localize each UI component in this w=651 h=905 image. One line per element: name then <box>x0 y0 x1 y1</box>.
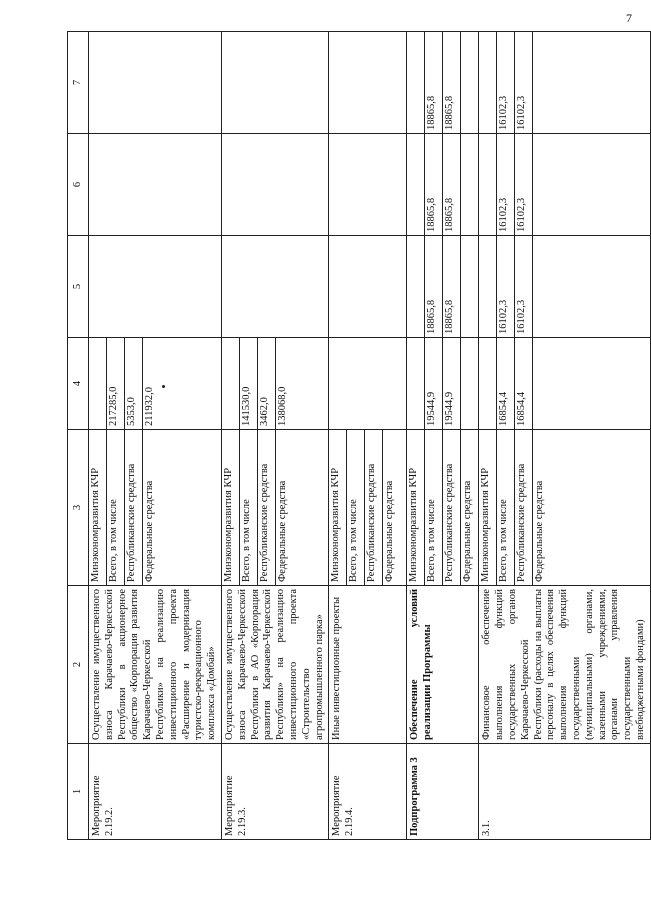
table-row <box>329 32 407 840</box>
col-header: 6 <box>68 134 89 236</box>
source-label: Федеральные средства <box>534 480 546 582</box>
values-col4 <box>89 338 221 429</box>
value-cell: 18865,8 <box>443 236 461 337</box>
value-cell <box>461 338 478 429</box>
source-label: Республиканские средства <box>443 430 461 585</box>
values-col6 <box>407 134 478 235</box>
source-label: Минэкономразвития КЧР <box>89 430 107 585</box>
row-code: 3.1. <box>479 744 650 840</box>
row-description: Осуществление имущественного взноса Карачаево-Черкесской Республики в АО «Корпорация развития Карачаево-Черкесской Республики» на реализацию инвестиционного проекта «Строительство агропромышленного парка» <box>221 586 328 744</box>
values-col4 <box>407 338 478 429</box>
value-cell: 141530,0 <box>240 338 258 429</box>
source-label: Всего, в том числе <box>240 430 258 585</box>
value-cell <box>533 338 649 429</box>
value-cell <box>479 134 497 235</box>
source-label: Федеральные средства <box>144 480 155 582</box>
row-description: Иные инвестиционные проекты <box>329 586 407 744</box>
row-code: Мероприятие 2.19.3. <box>221 744 328 840</box>
col-header: 2 <box>68 586 89 744</box>
values-col5 <box>479 236 649 337</box>
source-label: Республиканские средства <box>258 430 276 585</box>
value-cell: 18865,8 <box>443 32 461 133</box>
funding-sources <box>222 430 328 585</box>
source-label: Всего, в том числе <box>425 430 443 585</box>
row-code: Мероприятие 2.19.2. <box>89 744 222 840</box>
value-cell <box>461 134 478 235</box>
col-header: 7 <box>68 32 89 134</box>
funding-sources <box>89 430 221 585</box>
value-cell <box>479 338 497 429</box>
value-cell <box>479 32 497 133</box>
value-cell: 138068,0 <box>276 386 288 426</box>
source-label: Всего, в том числе <box>347 430 365 585</box>
col-header: 1 <box>68 744 89 840</box>
value-cell <box>89 338 107 429</box>
value-cell: 16102,3 <box>497 134 515 235</box>
col-header: 5 <box>68 236 89 338</box>
source-label: Минэкономразвития КЧР <box>222 430 240 585</box>
value-cell <box>89 32 222 134</box>
value-cell: 16102,3 <box>497 32 515 133</box>
source-label: Минэкономразвития КЧР <box>479 430 497 585</box>
value-cell <box>329 134 407 236</box>
funding-sources <box>407 430 478 585</box>
source-label: Федеральные средства <box>462 480 474 582</box>
value-cell: 16102,3 <box>515 32 533 133</box>
value-cell: 16854,4 <box>497 338 515 429</box>
row-code: Мероприятие 2.19.4. <box>329 744 407 840</box>
source-label: Федеральные средства <box>384 480 396 582</box>
values-col7 <box>407 32 478 133</box>
value-cell <box>222 338 240 429</box>
col-header: 4 <box>68 338 89 430</box>
rotated-table-container <box>67 32 646 840</box>
header-row <box>68 32 89 840</box>
source-label: Всего, в том числе <box>497 430 515 585</box>
value-cell <box>407 338 425 429</box>
values-col4 <box>222 338 328 429</box>
value-cell: 18865,8 <box>425 134 443 235</box>
value-cell: 211932,0 <box>144 387 155 426</box>
table-row <box>407 32 479 840</box>
value-cell <box>221 32 328 134</box>
value-cell <box>461 32 478 133</box>
table-row <box>89 32 222 840</box>
values-col4 <box>479 338 649 429</box>
value-cell: 16854,4 <box>515 338 533 429</box>
source-label: Республиканские средства <box>515 430 533 585</box>
value-cell <box>533 32 649 133</box>
value-cell <box>407 236 425 337</box>
value-cell <box>479 236 497 337</box>
values-col7 <box>479 32 649 133</box>
source-label: Республиканские средства <box>125 430 143 585</box>
table-row <box>479 32 650 840</box>
value-cell <box>407 32 425 133</box>
value-cell <box>329 236 407 338</box>
value-cell: 16102,3 <box>515 134 533 235</box>
value-cell: 5353,0 <box>125 338 143 429</box>
page-number: 7 <box>626 11 632 25</box>
row-description: Финансовое обеспечение выполнения функций государственных органов Карачаево-Черкесской Республики (расходы на выплаты персоналу в целях обеспечения выполнения функций государственными (муниципальными) органами, казенными учреждениями, органами управления государственными внебюджетными фондами) <box>479 586 650 744</box>
value-cell: 19544,9 <box>425 338 443 429</box>
value-cell <box>89 236 222 338</box>
source-label: Республиканские средства <box>365 430 383 585</box>
values-col6 <box>479 134 649 235</box>
row-description: Осуществление имущественного взноса Карачаево-Черкесской Республики в акционерное общество «Корпорация развития Карачаево-Черкесской Республики» на реализацию инвестиционного проекта «Расширение и модернизация туристско-рекреационного комплекса «Домбай» <box>89 586 222 744</box>
source-label: Всего, в том числе <box>107 430 125 585</box>
value-cell: 18865,8 <box>425 32 443 133</box>
value-cell: 18865,8 <box>443 134 461 235</box>
value-cell <box>533 134 649 235</box>
source-label: Федеральные средства <box>276 480 288 582</box>
value-cell <box>407 134 425 235</box>
value-cell: 19544,9 <box>443 338 461 429</box>
value-cell <box>221 236 328 338</box>
value-cell <box>461 236 478 337</box>
col-header: 3 <box>68 430 89 586</box>
value-cell <box>329 338 407 430</box>
funding-sources <box>329 430 406 585</box>
values-col5 <box>407 236 478 337</box>
funding-sources <box>479 430 649 585</box>
table-row <box>221 32 328 840</box>
value-cell: 217285,0 <box>107 338 125 429</box>
budget-table <box>67 31 651 840</box>
source-label: Минэкономразвития КЧР <box>329 430 347 585</box>
value-cell <box>89 134 222 236</box>
source-label: Минэкономразвития КЧР <box>407 430 425 585</box>
value-cell: 16102,3 <box>497 236 515 337</box>
value-cell: 18865,8 <box>425 236 443 337</box>
value-cell: 16102,3 <box>515 236 533 337</box>
value-cell: 3462,0 <box>258 338 276 429</box>
mark-dot <box>162 385 165 388</box>
value-cell <box>533 236 649 337</box>
value-cell <box>221 134 328 236</box>
row-code: Подпрограмма 3 <box>407 744 479 840</box>
row-description: Обеспечение условий реализации Программы <box>407 586 479 744</box>
value-cell <box>329 32 407 134</box>
